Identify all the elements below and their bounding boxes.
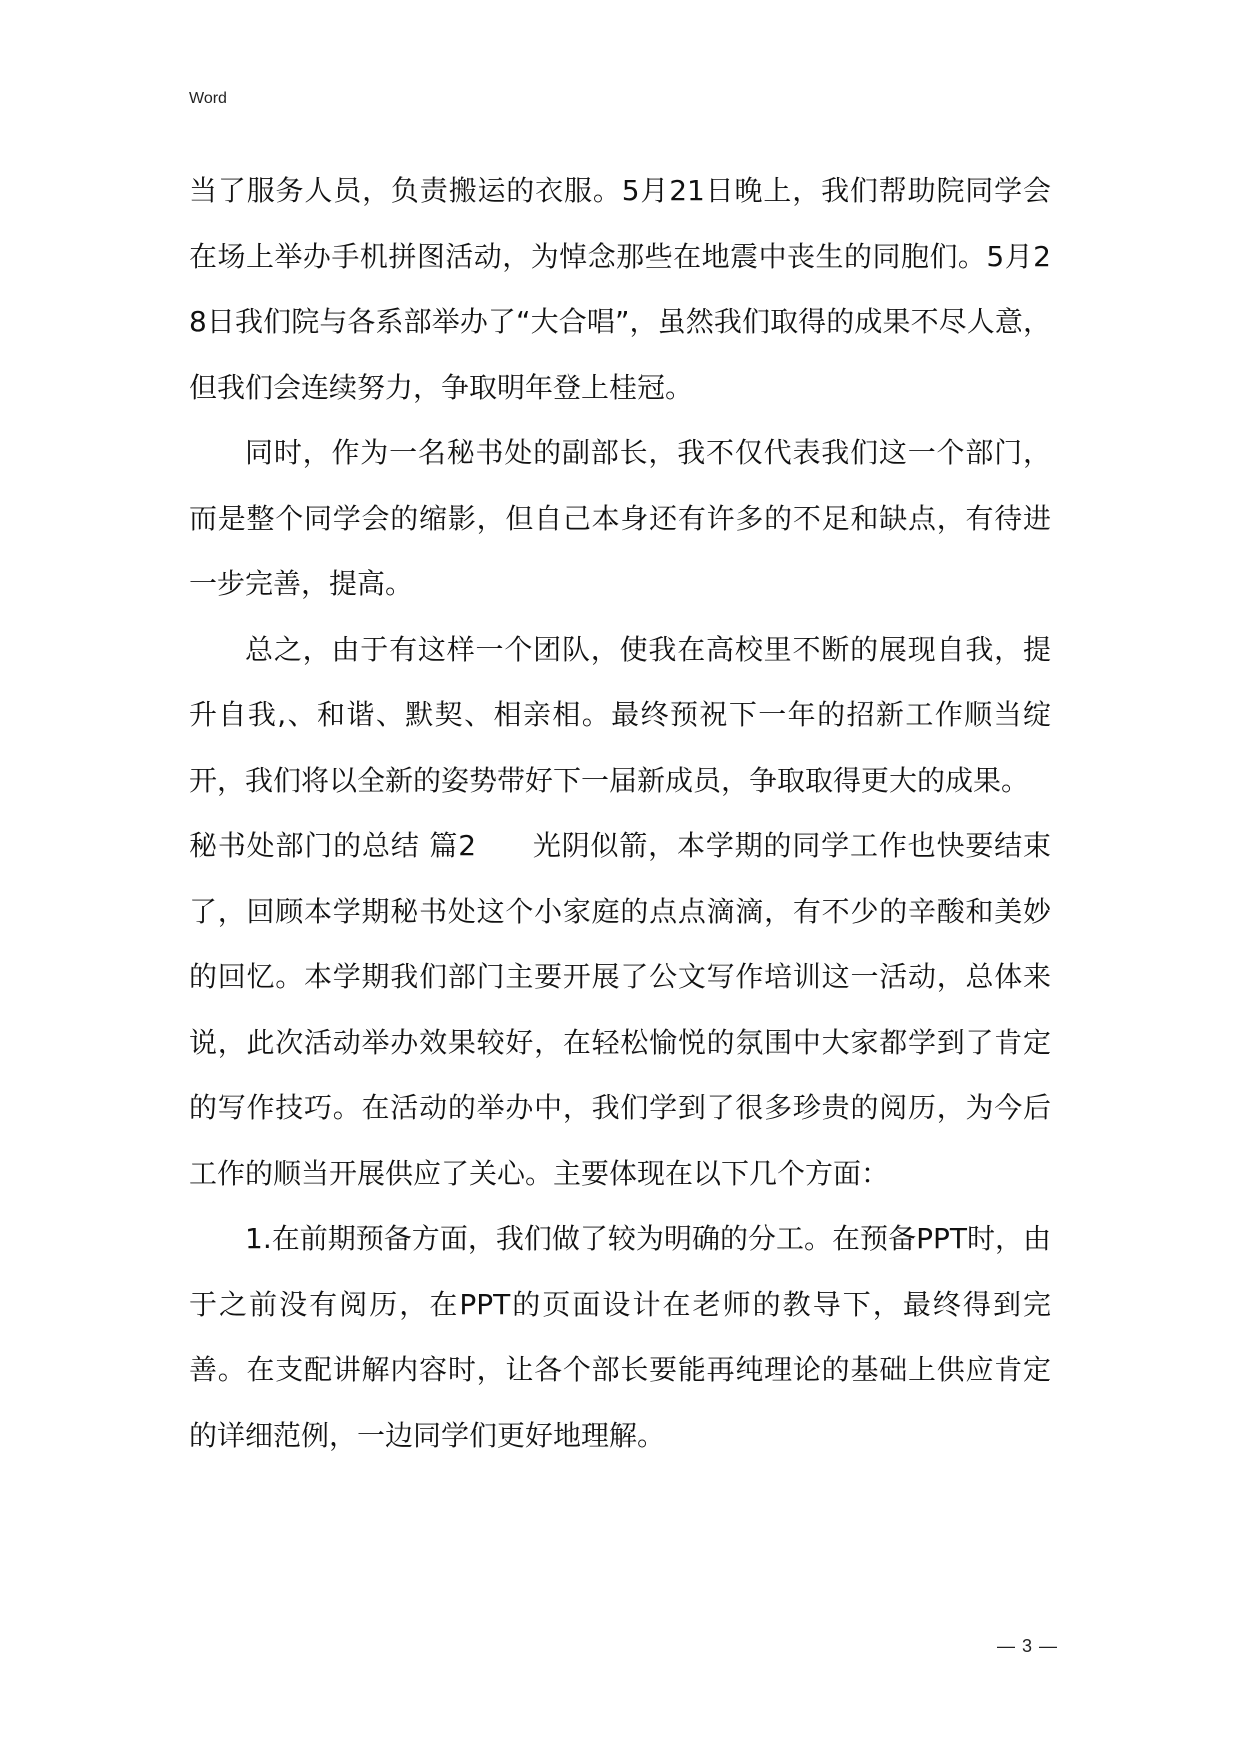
paragraph-vice-minister: 同时，作为一名秘书处的副部长，我不仅代表我们这一个部门，而是整个同学会的缩影，但自己本身还有许多的不足和缺点，有待进一步完善，提高。 [189, 436, 1051, 600]
document-header-label: Word [189, 90, 227, 107]
document-body [189, 158, 1051, 1468]
paragraph-continuation: 当了服务人员，负责搬运的衣服。5月21日晚上，我们帮助院同学会在场上举办手机拼图活动，为悼念那些在地震中丧生的同胞们。5月28日我们院与各系部举办了“大合唱”，虽然我们取得的成果不尽人意，但我们会连续努力，争取明年登上桂冠。 [189, 174, 1051, 404]
paragraph-point-1: 1.在前期预备方面，我们做了较为明确的分工。在预备PPT时，由于之前没有阅历，在PPT的页面设计在老师的教导下，最终得到完善。在支配讲解内容时，让各个部长要能再纯理论的基础上供应肯定的详细范例，一边同学们更好地理解。 [189, 1222, 1051, 1452]
section-heading: 秘书处部门的总结 篇2 [189, 829, 477, 862]
page-number: — 3 — [996, 1636, 1058, 1656]
section-2-intro-text: 光阴似箭，本学期的同学工作也快要结束了，回顾本学期秘书处这个小家庭的点点滴滴，有不少的辛酸和美妙的回忆。本学期我们部门主要开展了公文写作培训这一活动，总体来说，此次活动举办效果较好，在轻松愉悦的氛围中大家都学到了肯定的写作技巧。在活动的举办中，我们学到了很多珍贵的阅历，为今后工作的顺当开展供应了关心。主要体现在以下几个方面： [189, 829, 1051, 1190]
paragraph-section-2 [189, 813, 1051, 1206]
paragraph-conclusion: 总之，由于有这样一个团队，使我在高校里不断的展现自我，提升自我,、和谐、默契、相亲相。最终预祝下一年的招新工作顺当绽开，我们将以全新的姿势带好下一届新成员，争取取得更大的成果。 [189, 632, 1051, 797]
